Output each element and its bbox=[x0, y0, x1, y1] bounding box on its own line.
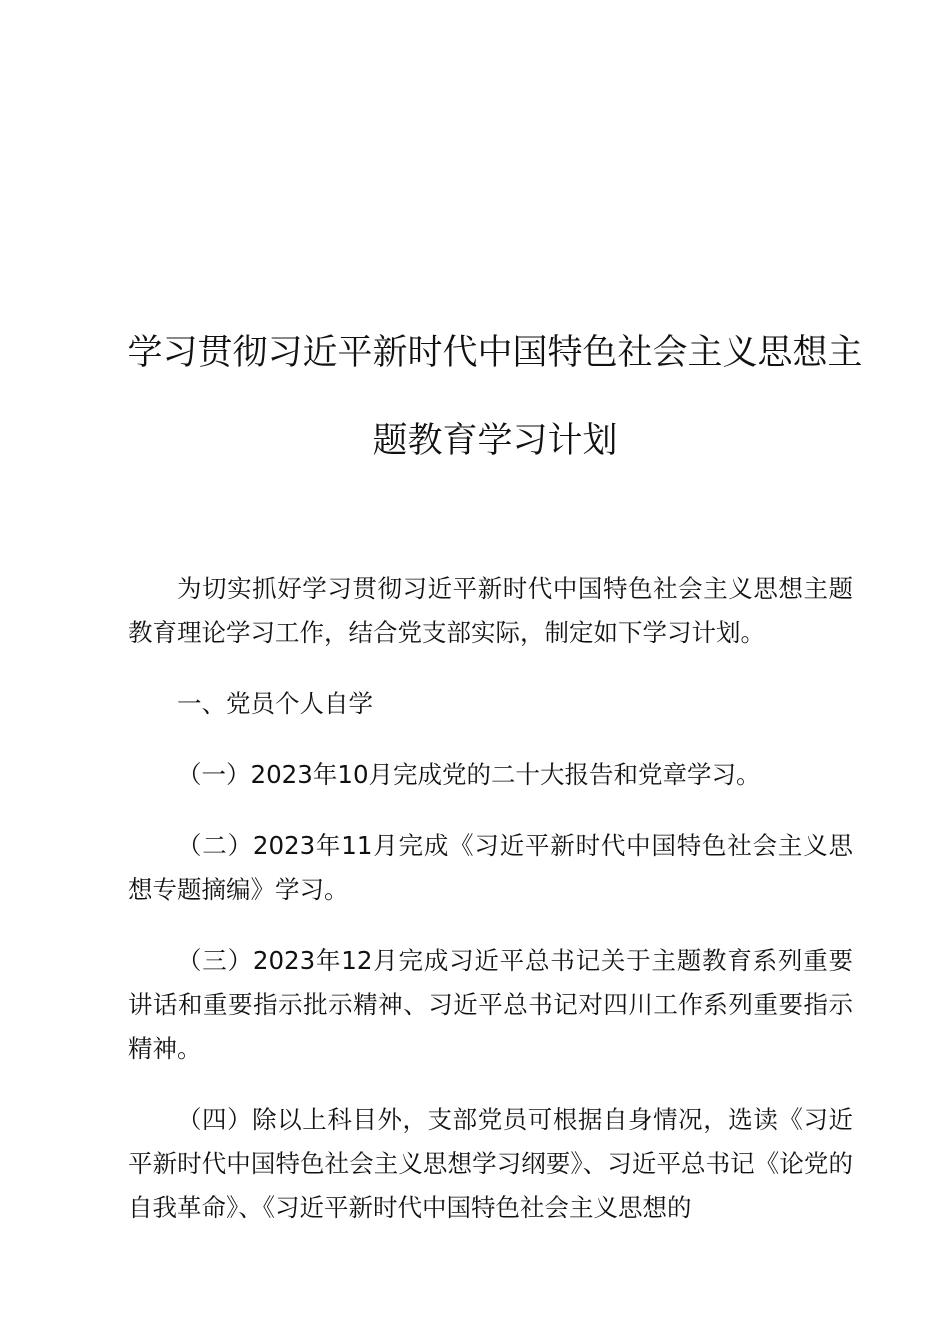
document-body bbox=[128, 567, 853, 1257]
document-title-line-2: 题教育学习计划 bbox=[372, 421, 618, 461]
document-title-line-1: 学习贯彻习近平新时代中国特色社会主义思想主 bbox=[127, 333, 863, 373]
list-item-2: （二）2023年11月完成《习近平新时代中国特色社会主义思想专题摘编》学习。 bbox=[128, 831, 853, 904]
list-item-4: （四）除以上科目外，支部党员可根据自身情况，选读《习近平新时代中国特色社会主义思想学习纲要》、习近平总书记《论党的自我革命》、《习近平新时代中国特色社会主义思想的 bbox=[128, 1105, 853, 1222]
list-item-3: （三）2023年12月完成习近平总书记关于主题教育系列重要讲话和重要指示批示精神、习近平总书记对四川工作系列重要指示精神。 bbox=[128, 946, 853, 1063]
intro-paragraph: 为切实抓好学习贯彻习近平新时代中国特色社会主义思想主题教育理论学习工作，结合党支部实际，制定如下学习计划。 bbox=[128, 574, 853, 647]
section-heading-self-study: 一、党员个人自学 bbox=[177, 689, 373, 718]
list-item-1: （一）2023年10月完成党的二十大报告和党章学习。 bbox=[177, 760, 761, 789]
